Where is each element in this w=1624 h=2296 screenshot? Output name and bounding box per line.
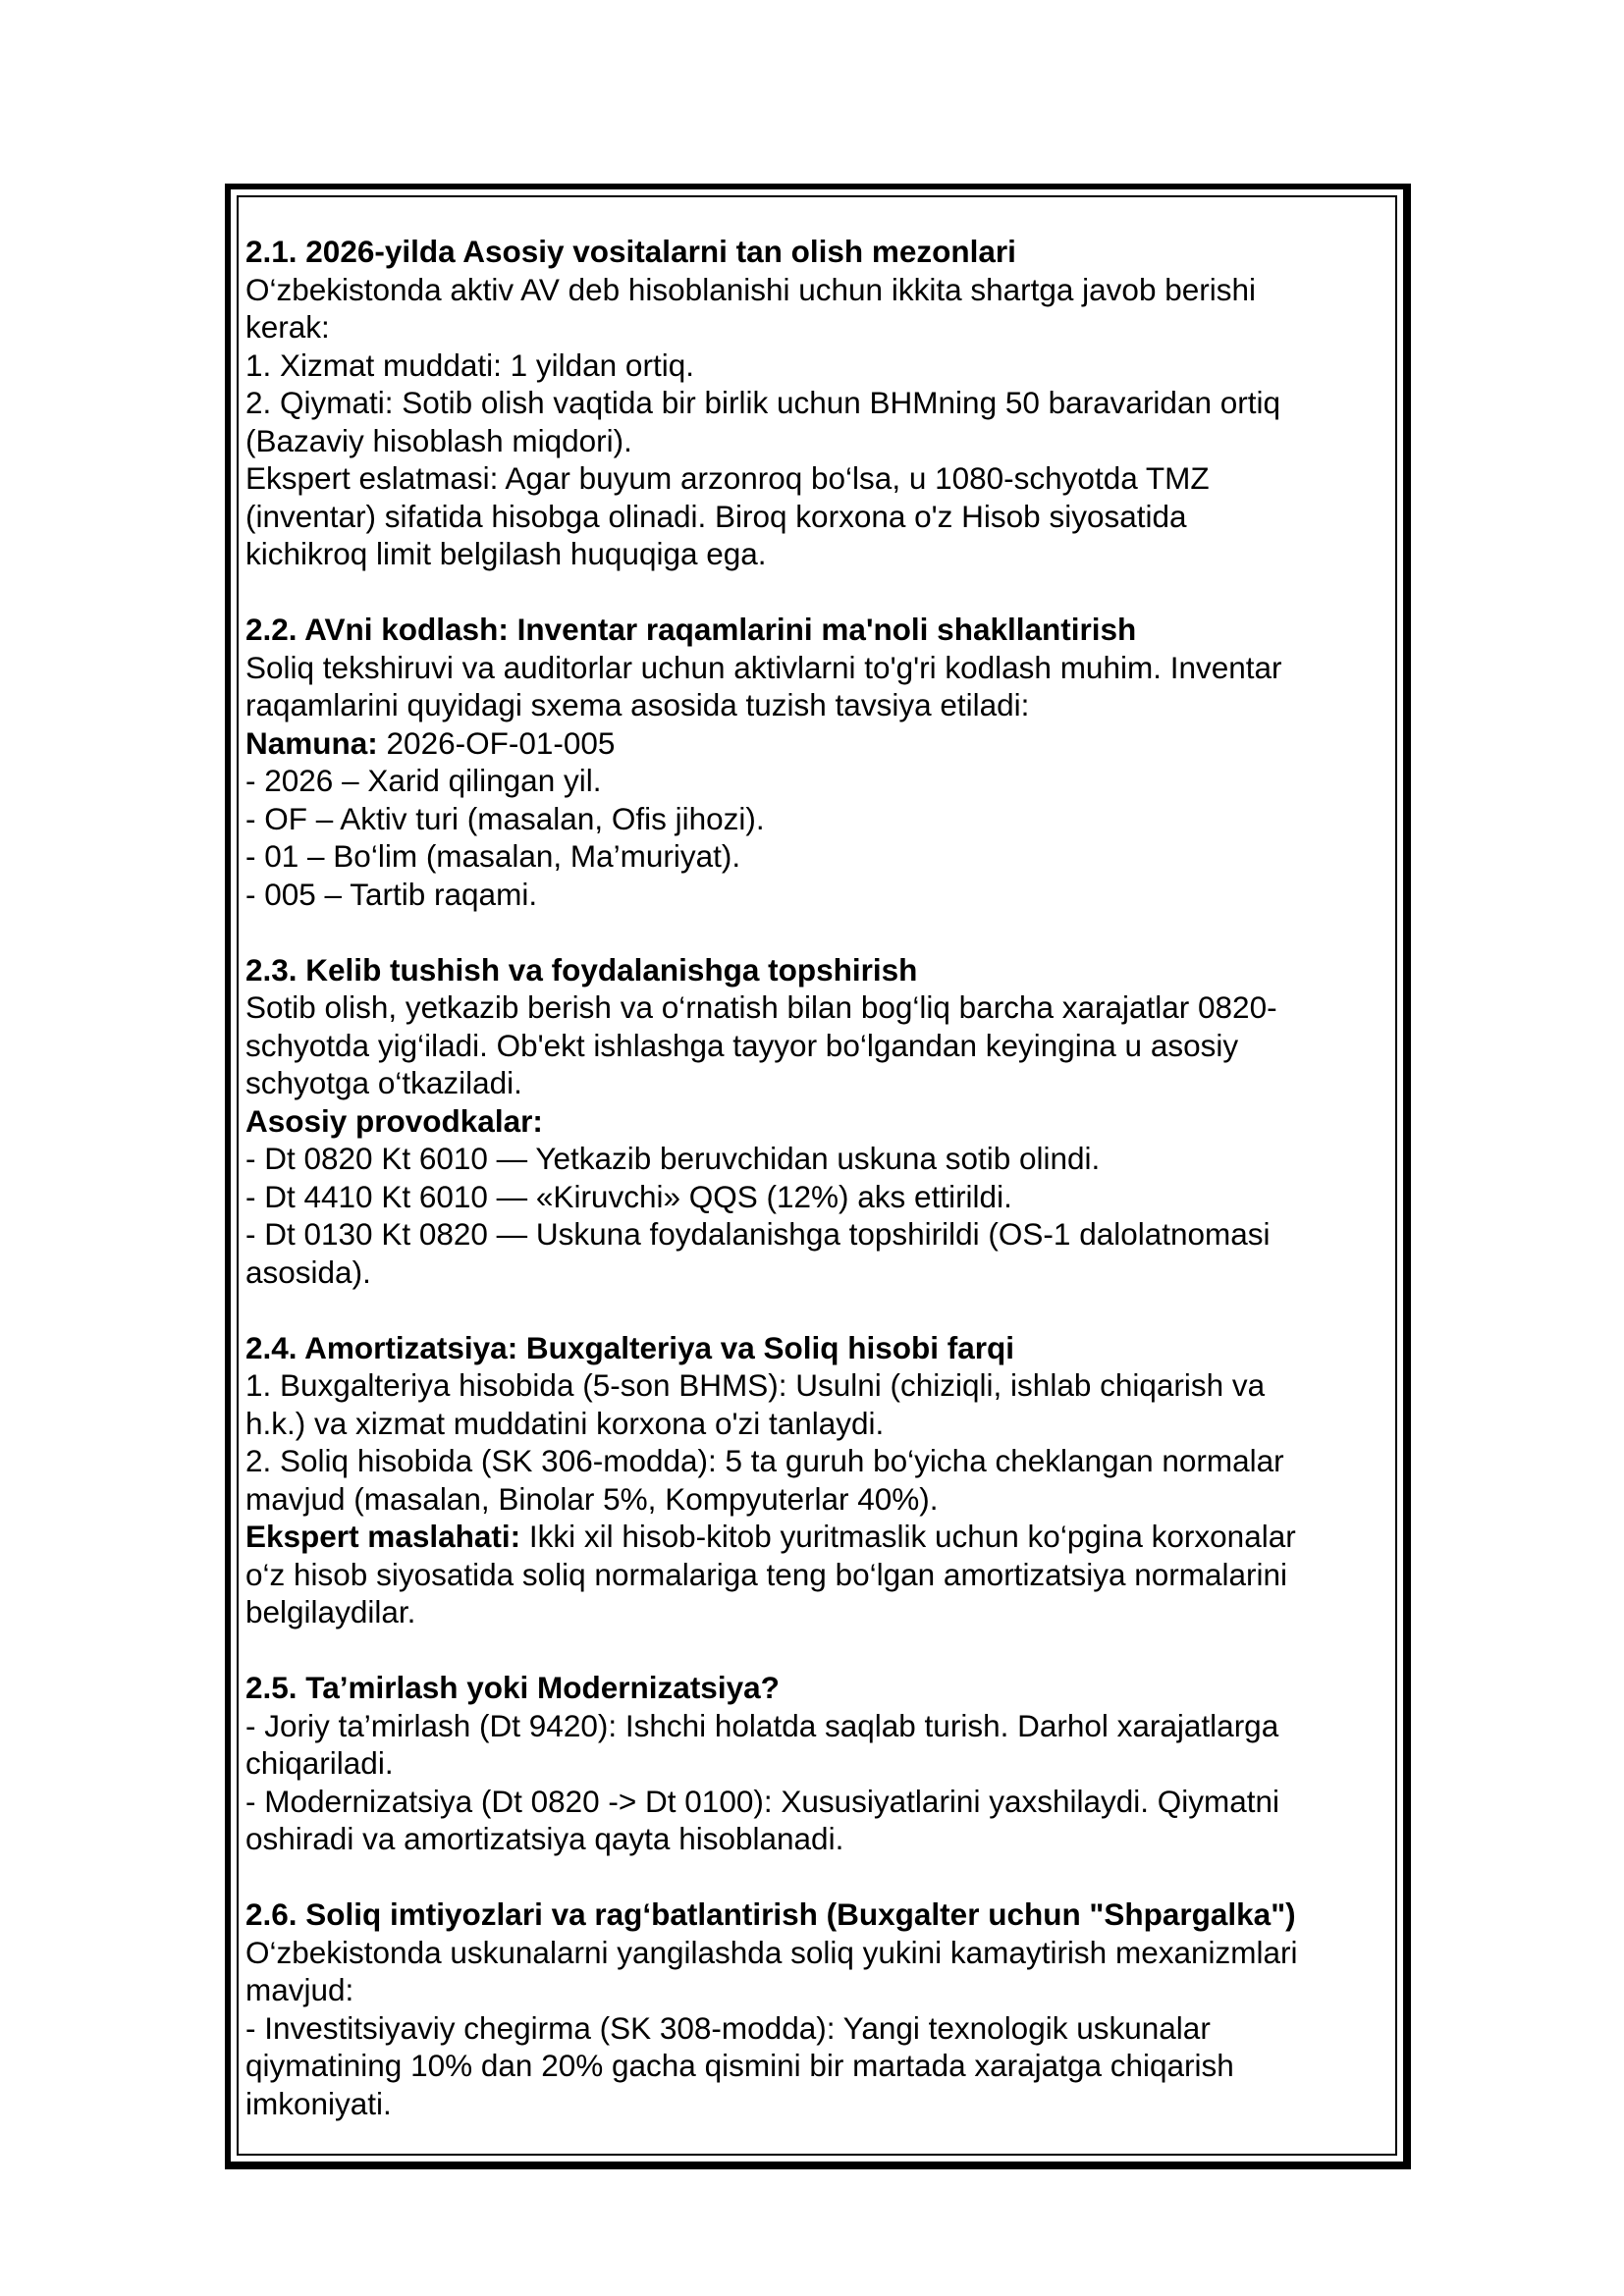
section-2-2	[245, 611, 1394, 913]
text-line: O‘zbekistonda uskunalarni yangilashda soliq yukini kamaytirish mexanizmlari	[245, 1934, 1298, 1970]
text-line: - Modernizatsiya (Dt 0820 -> Dt 0100): Xususiyatlarini yaxshilaydi. Qiymatni	[245, 1783, 1280, 1819]
advice-line	[245, 1518, 1394, 1556]
subheading: Asosiy provodkalar:	[245, 1102, 543, 1139]
advice-text: Ikki xil hisob-kitob yuritmaslik uchun ko‘pgina korxonalar	[520, 1519, 1296, 1554]
section-heading: 2.5. Ta’mirlash yoki Modernizatsiya?	[245, 1670, 780, 1705]
text-line: qiymatining 10% dan 20% gacha qismini bir martada xarajatga chiqarish	[245, 2048, 1234, 2083]
text-line: Soliq tekshiruvi va auditorlar uchun aktivlarni to'g'ri kodlash muhim. Inventar	[245, 649, 1282, 685]
text-line: chiqariladi.	[245, 1745, 394, 1781]
section-heading: 2.2. AVni kodlash: Inventar raqamlarini ma'noli shakllantirish	[245, 612, 1137, 647]
text-line: - Joriy ta’mirlash (Dt 9420): Ishchi holatda saqlab turish. Darhol xarajatlarga	[245, 1707, 1279, 1743]
text-line: - 01 – Bo‘lim (masalan, Ma’muriyat).	[245, 838, 741, 874]
text-line: - OF – Aktiv turi (masalan, Ofis jihozi).	[245, 800, 765, 836]
text-line: mavjud:	[245, 1972, 354, 2007]
section-heading: 2.4. Amortizatsiya: Buxgalteriya va Soliq hisobi farqi	[245, 1329, 1015, 1365]
text-line: asosida).	[245, 1254, 371, 1290]
text-line: schyotda yig‘iladi. Ob'ekt ishlashga tayyor bo‘lgandan keyingina u asosiy	[245, 1027, 1239, 1063]
section-heading: 2.1. 2026-yilda Asosiy vositalarni tan olish mezonlari	[245, 234, 1016, 269]
advice-label: Ekspert maslahati:	[245, 1519, 521, 1554]
sample-label: Namuna:	[245, 724, 378, 761]
text-line: 1. Xizmat muddati: 1 yildan ortiq.	[245, 347, 694, 383]
text-line: kichikroq limit belgilash huquqiga ega.	[245, 536, 767, 571]
text-line: - Dt 0820 Kt 6010 — Yetkazib beruvchidan uskuna sotib olindi.	[245, 1141, 1101, 1176]
sample-line	[245, 724, 1394, 763]
text-line: mavjud (masalan, Binolar 5%, Kompyuterlar 40%).	[245, 1480, 939, 1517]
text-line: 2. Qiymati: Sotib olish vaqtida bir birlik uchun BHMning 50 baravaridan ortiq	[245, 385, 1281, 420]
text-line: schyotga o‘tkaziladi.	[245, 1065, 522, 1100]
text-line: - 005 – Tartib raqami.	[245, 876, 538, 912]
text-line: o‘z hisob siyosatida soliq normalariga teng bo‘lgan amortizatsiya normalarini	[245, 1556, 1288, 1592]
text-line: - 2026 – Xarid qilingan yil.	[245, 763, 602, 798]
text-line: oshiradi va amortizatsiya qayta hisoblanadi.	[245, 1821, 844, 1856]
text-line: - Investitsiyaviy chegirma (SK 308-modda): Yangi texnologik uskunalar	[245, 2009, 1211, 2046]
text-line: imkoniyati.	[245, 2085, 392, 2121]
text-line: - Dt 4410 Kt 6010 — «Kiruvchi» QQS (12%) aks ettirildi.	[245, 1178, 1012, 1214]
sample-value: 2026-OF-01-005	[377, 724, 616, 761]
text-line: 2. Soliq hisobida (SK 306-modda): 5 ta guruh bo‘yicha cheklangan normalar	[245, 1443, 1284, 1478]
section-heading: 2.3. Kelib tushish va foydalanishga topshirish	[245, 951, 918, 988]
section-2-6	[245, 1896, 1394, 2122]
document-body	[245, 233, 1394, 2161]
text-line: (Bazaviy hisoblash miqdori).	[245, 422, 632, 458]
section-2-4	[245, 1329, 1394, 1631]
text-line: 1. Buxgalteriya hisobida (5-son BHMS): Usulni (chiziqli, ishlab chiqarish va	[245, 1367, 1266, 1403]
text-line: (inventar) sifatida hisobga olinadi. Biroq korxona o'z Hisob siyosatida	[245, 498, 1187, 534]
text-line: - Dt 0130 Kt 0820 — Uskuna foydalanishga topshirildi (OS-1 dalolatnomasi	[245, 1216, 1271, 1252]
text-line: h.k.) va xizmat muddatini korxona o'zi tanlaydi.	[245, 1405, 885, 1441]
text-line: Ekspert eslatmasi: Agar buyum arzonroq bo‘lsa, u 1080-schyotda TMZ	[245, 460, 1210, 496]
section-2-5	[245, 1669, 1394, 1858]
text-line: O‘zbekistonda aktiv AV deb hisoblanishi uchun ikkita shartga javob berishi	[245, 271, 1257, 307]
text-line: raqamlarini quyidagi sxema asosida tuzish tavsiya etiladi:	[245, 687, 1030, 722]
section-2-1	[245, 233, 1394, 573]
section-2-3	[245, 951, 1394, 1292]
text-line: belgilaydilar.	[245, 1594, 416, 1629]
text-line: Sotib olish, yetkazib berish va o‘rnatish bilan bog‘liq barcha xarajatlar 0820-	[245, 989, 1277, 1025]
section-heading: 2.6. Soliq imtiyozlari va rag‘batlantirish (Buxgalter uchun "Shpargalka")	[245, 1896, 1296, 1932]
text-line: kerak:	[245, 309, 330, 345]
